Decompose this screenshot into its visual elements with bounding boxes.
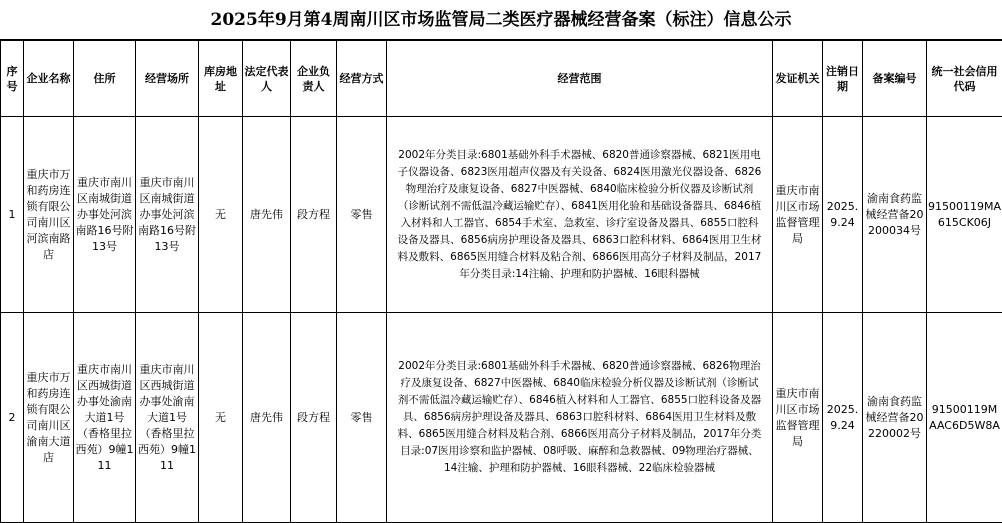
header-residence: 住所 — [74, 41, 136, 117]
header-company: 企业名称 — [24, 41, 74, 117]
record-table — [0, 40, 1002, 523]
table-header-row — [1, 41, 1002, 117]
cell-record-no: 渝南食药监械经营备20220002号 — [863, 313, 927, 523]
header-warehouse: 库房地址 — [199, 41, 243, 117]
cell-company: 重庆市万和药房连锁有限公司南川区河滨南路店 — [24, 117, 74, 313]
cell-date: 2025.9.24 — [823, 117, 863, 313]
cell-credit-code: 91500119MA615CK06J — [927, 117, 1002, 313]
cell-index: 2 — [1, 313, 24, 523]
header-record-no: 备案编号 — [863, 41, 927, 117]
table-row — [1, 313, 1002, 523]
cell-credit-code: 91500119MAAC6D5W8A — [927, 313, 1002, 523]
cell-authority: 重庆市南川区市场监督管理局 — [773, 117, 823, 313]
cell-warehouse: 无 — [199, 117, 243, 313]
cell-scope: 2002年分类目录:6801基础外科手术器械、6820普通诊察器械、6826物理治疗及康复设备、6827中医器械、6840临床检验分析仪器及诊断试剂（诊断试剂不需低温冷藏运输贮存）、6846植入材料和人工器官、6855口腔科设备及器具、6856病房护理设备及器具、6863口腔科材料、6864医用卫生材料及敷料、6865医用缝合材料及粘合剂、6866医用高分子材料及制品，2017年分类目录:07医用诊察和监护器械、08呼吸、麻醉和急救器械、09物理治疗器械、14注输、护理和防护器械、16眼科器械、22临床检验器械 — [387, 313, 773, 523]
table-row — [1, 117, 1002, 313]
cell-record-no: 渝南食药监械经营备20200034号 — [863, 117, 927, 313]
header-legal-rep: 法定代表人 — [243, 41, 291, 117]
cell-legal-rep: 唐先伟 — [243, 117, 291, 313]
cell-warehouse: 无 — [199, 313, 243, 523]
cell-authority: 重庆市南川区市场监督管理局 — [773, 313, 823, 523]
cell-date: 2025.9.24 — [823, 313, 863, 523]
cell-legal-rep: 唐先伟 — [243, 313, 291, 523]
header-date: 注销日期 — [823, 41, 863, 117]
cell-residence: 重庆市南川区南城街道办事处河滨南路16号附13号 — [74, 117, 136, 313]
cell-scope: 2002年分类目录:6801基础外科手术器械、6820普通诊察器械、6821医用电子仪器设备、6823医用超声仪器及有关设备、6824医用激光仪器设备、6826物理治疗及康复设备、6827中医器械、6840临床检验分析仪器及诊断试剂（诊断试剂不需低温冷藏运输贮存）、6841医用化验和基础设备器具、6846植入材料和人工器官、6854手术室、急救室、诊疗室设备及器具、6855口腔科设备及器具、6856病房护理设备及器具、6863口腔科材料、6864医用卫生材料及敷料、6865医用缝合材料及粘合剂、6866医用高分子材料及制品，2017年分类目录:14注输、护理和防护器械、16眼科器械 — [387, 117, 773, 313]
cell-manager: 段方程 — [291, 117, 337, 313]
page-title: 2025年9月第4周南川区市场监管局二类医疗器械经营备案（标注）信息公示 — [0, 0, 1002, 40]
cell-mode: 零售 — [337, 117, 387, 313]
header-premises: 经营场所 — [136, 41, 199, 117]
cell-company: 重庆市万和药房连锁有限公司南川区渝南大道店 — [24, 313, 74, 523]
header-mode: 经营方式 — [337, 41, 387, 117]
cell-mode: 零售 — [337, 313, 387, 523]
cell-manager: 段方程 — [291, 313, 337, 523]
cell-residence: 重庆市南川区西城街道办事处渝南大道1号（香格里拉西苑）9幢111 — [74, 313, 136, 523]
header-scope: 经营范围 — [387, 41, 773, 117]
cell-index: 1 — [1, 117, 24, 313]
cell-premises: 重庆市南川区西城街道办事处渝南大道1号（香格里拉西苑）9幢111 — [136, 313, 199, 523]
header-authority: 发证机关 — [773, 41, 823, 117]
cell-premises: 重庆市南川区南城街道办事处河滨南路16号附13号 — [136, 117, 199, 313]
header-index: 序号 — [1, 41, 24, 117]
header-credit-code: 统一社会信用代码 — [927, 41, 1002, 117]
header-manager: 企业负责人 — [291, 41, 337, 117]
